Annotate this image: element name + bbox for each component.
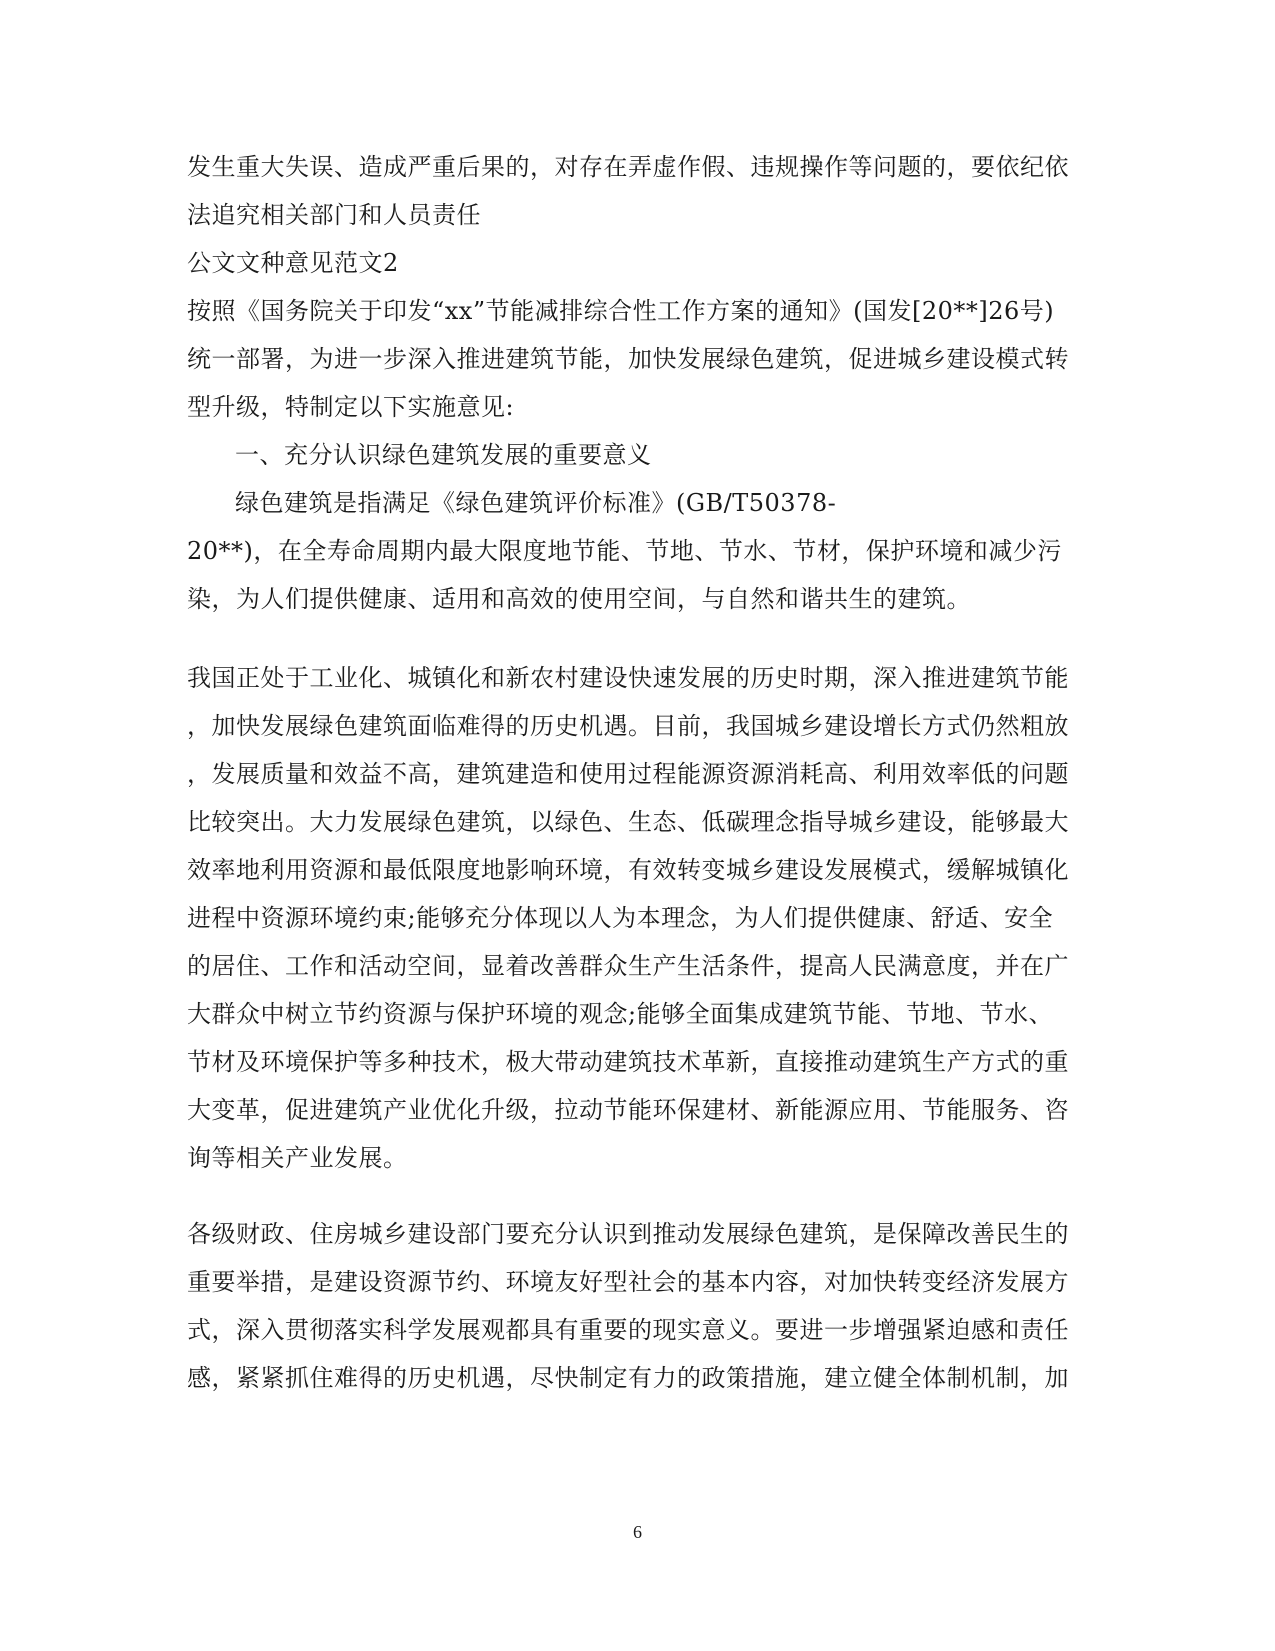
text-block-2 xyxy=(187,654,1087,1182)
section-heading: 公文文种意见范文2 xyxy=(187,249,399,277)
text-line: 型升级，特制定以下实施意见: xyxy=(187,393,515,421)
subheading: 一、充分认识绿色建筑发展的重要意义 xyxy=(235,441,652,469)
text-line: 重要举措，是建设资源节约、环境友好型社会的基本内容，对加快转变经济发展方 xyxy=(187,1268,1069,1296)
page-number: 6 xyxy=(633,1522,642,1542)
text-line: 大变革，促进建筑产业优化升级，拉动节能环保建材、新能源应用、节能服务、咨 xyxy=(187,1096,1069,1124)
text-line: 比较突出。大力发展绿色建筑，以绿色、生态、低碳理念指导城乡建设，能够最大 xyxy=(187,808,1069,836)
text-line: 20**)，在全寿命周期内最大限度地节能、节地、节水、节材，保护环境和减少污 xyxy=(187,537,1062,565)
text-line: 法追究相关部门和人员责任 xyxy=(187,201,481,229)
text-line: 效率地利用资源和最低限度地影响环境，有效转变城乡建设发展模式，缓解城镇化 xyxy=(187,856,1069,884)
text-line: ，加快发展绿色建筑面临难得的历史机遇。目前，我国城乡建设增长方式仍然粗放 xyxy=(187,712,1069,740)
text-line: 询等相关产业发展。 xyxy=(187,1144,408,1172)
text-line: 各级财政、住房城乡建设部门要充分认识到推动发展绿色建筑，是保障改善民生的 xyxy=(187,1220,1069,1248)
text-block-1 xyxy=(187,143,1087,623)
text-line: 大群众中树立节约资源与保护环境的观念;能够全面集成建筑节能、节地、节水、 xyxy=(187,1000,1054,1028)
text-line: 按照《国务院关于印发“xx”节能减排综合性工作方案的通知》(国发[20**]26号) xyxy=(187,297,1055,325)
text-line: ，发展质量和效益不高，建筑建造和使用过程能源资源消耗高、利用效率低的问题 xyxy=(187,760,1069,788)
text-line: 绿色建筑是指满足《绿色建筑评价标准》(GB/T50378- xyxy=(235,489,837,517)
text-line: 式，深入贯彻落实科学发展观都具有重要的现实意义。要进一步增强紧迫感和责任 xyxy=(187,1316,1069,1344)
text-line: 发生重大失误、造成严重后果的，对存在弄虚作假、违规操作等问题的，要依纪依 xyxy=(187,153,1069,181)
text-line: 我国正处于工业化、城镇化和新农村建设快速发展的历史时期，深入推进建筑节能 xyxy=(187,664,1069,692)
text-line: 进程中资源环境约束;能够充分体现以人为本理念，为人们提供健康、舒适、安全 xyxy=(187,904,1054,932)
text-line: 的居住、工作和活动空间，显着改善群众生产生活条件，提高人民满意度，并在广 xyxy=(187,952,1069,980)
text-line: 节材及环境保护等多种技术，极大带动建筑技术革新，直接推动建筑生产方式的重 xyxy=(187,1048,1069,1076)
text-line: 感，紧紧抓住难得的历史机遇，尽快制定有力的政策措施，建立健全体制机制，加 xyxy=(187,1364,1069,1392)
text-line: 统一部署，为进一步深入推进建筑节能，加快发展绿色建筑，促进城乡建设模式转 xyxy=(187,345,1069,373)
text-line: 染，为人们提供健康、适用和高效的使用空间，与自然和谐共生的建筑。 xyxy=(187,585,971,613)
text-block-3 xyxy=(187,1210,1087,1402)
